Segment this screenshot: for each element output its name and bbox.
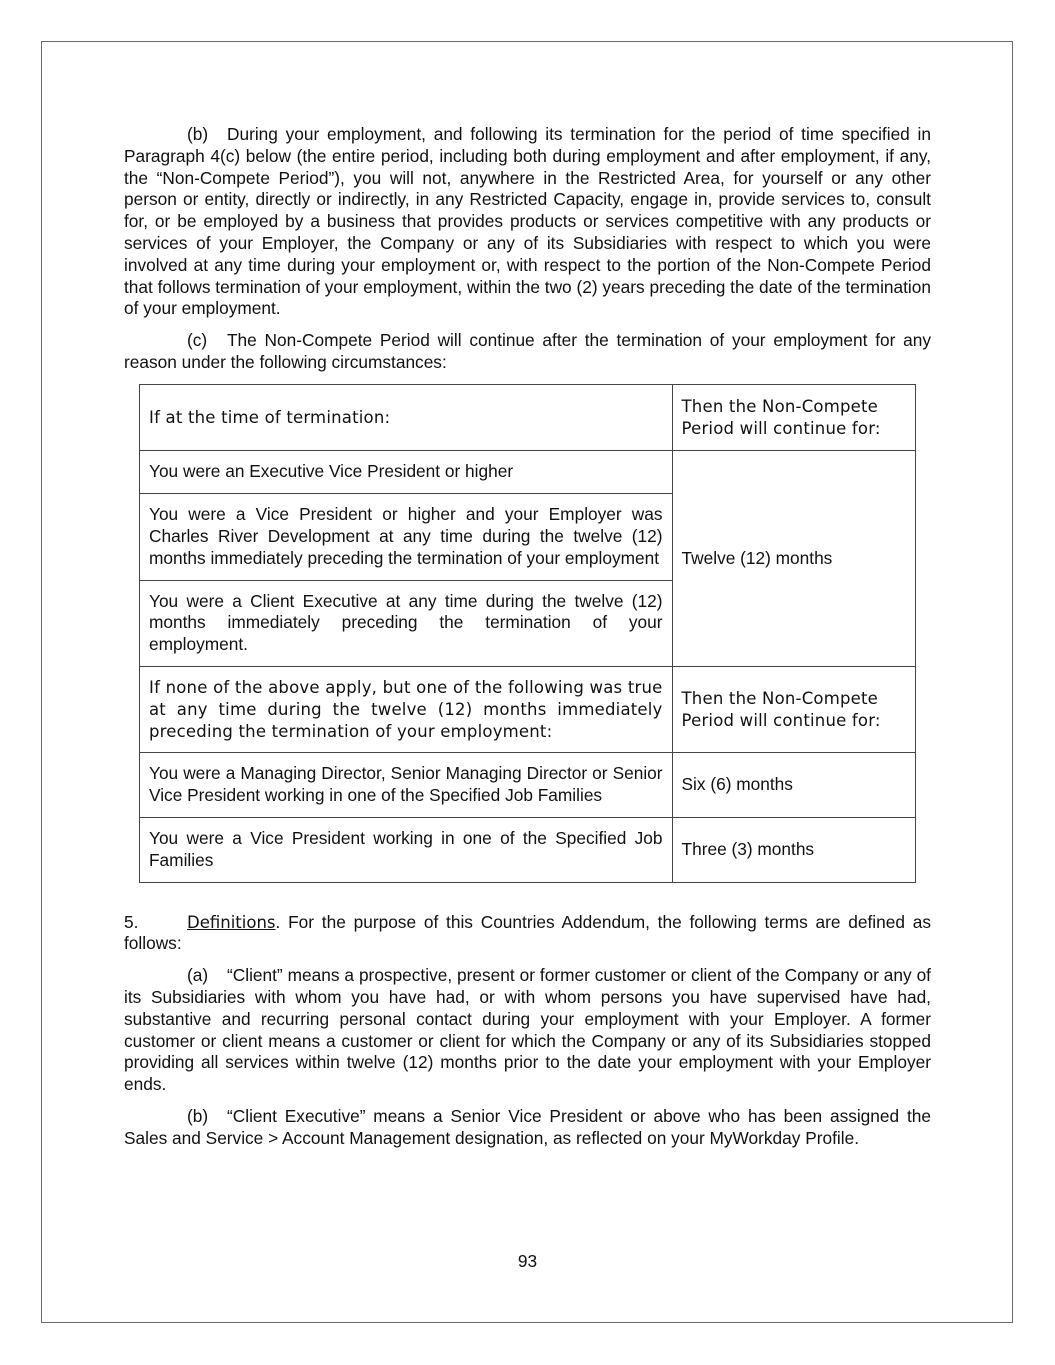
table-subheader-row: [140, 666, 916, 752]
paragraph-4b-label: (b): [187, 124, 209, 144]
table-row: [140, 817, 916, 882]
table-row: [140, 753, 916, 818]
section-5-heading-paragraph: [124, 912, 931, 956]
page-number: 93: [517, 1251, 538, 1271]
table-header-row: [140, 384, 916, 451]
period-three-months-cell: Three (3) months: [672, 817, 915, 882]
paragraph-4c: [124, 330, 931, 374]
non-compete-table: [139, 384, 916, 883]
subheader-period-cell: Then the Non-Compete Period will continue for:: [672, 666, 915, 752]
period-six-months-cell: Six (6) months: [672, 753, 915, 818]
paragraph-4b: [124, 124, 931, 320]
definition-a-text: “Client” means a prospective, present or former customer or client of the Company or any of its Subsidiaries with whom you have had, or with whom persons you have supervised have had, substantive and recurring personal contact during your employment with your Employer. A former customer or client means a customer or client for which the Company or any of its Subsidiaries stopped providing all services within twelve (12) months prior to the date your employment with your Employer ends.: [124, 965, 931, 1095]
header-condition-cell: If at the time of termination:: [140, 384, 673, 451]
condition-vp-cell: You were a Vice President working in one of the Specified Job Families: [140, 817, 673, 882]
table-row: [140, 451, 916, 494]
document-body: [124, 124, 931, 1149]
definition-a-label: (a): [187, 965, 209, 986]
definition-b: [124, 1106, 931, 1150]
definition-b-text: “Client Executive” means a Senior Vice President or above who has been assigned the Sales and Service > Account Management designation, as reflected on your MyWorkday Profile.: [124, 1105, 931, 1148]
paragraph-4c-text: The Non-Compete Period will continue after the termination of your employment for any reason under the following circumstances:: [124, 330, 931, 372]
definition-b-label: (b): [187, 1105, 209, 1126]
section-5-intro: . For the purpose of this Countries Addendum, the following terms are defined as follows:: [124, 911, 931, 954]
condition-vp-crd-cell: You were a Vice President or higher and your Employer was Charles River Development at any time during the twelve (12) months immediately preceding the termination of your employment: [140, 494, 673, 580]
paragraph-4b-text: During your employment, and following its termination for the period of time specified in Paragraph 4(c) below (the entire period, including both during employment and after employment, if any, the “Non-Compete Period”), you will not, anywhere in the Restricted Area, for yourself or any other person or entity, directly or indirectly, in any Restricted Capacity, engage in, provide services to, consult for, or be employed by a business that provides products or services competitive with any products or services of your Employer, the Company or any of its Subsidiaries with respect to which you were involved at any time during your employment or, with respect to the portion of the Non-Compete Period that follows termination of your employment, within the two (2) years preceding the date of the termination of your employment.: [124, 124, 931, 319]
period-twelve-months-cell: Twelve (12) months: [672, 451, 915, 667]
section-5-heading: Definitions: [187, 912, 276, 932]
condition-md-cell: You were a Managing Director, Senior Managing Director or Senior Vice President working in one of the Specified Job Families: [140, 753, 673, 818]
section-5-number: 5.: [124, 911, 139, 932]
paragraph-4c-label: (c): [187, 330, 208, 351]
subheader-condition-cell: If none of the above apply, but one of the following was true at any time during the twelve (12) months immediately preceding the termination of your employment:: [140, 666, 673, 752]
condition-evp-cell: You were an Executive Vice President or higher: [140, 451, 673, 494]
header-period-cell: Then the Non-Compete Period will continue for:: [672, 384, 915, 451]
condition-client-exec-cell: You were a Client Executive at any time during the twelve (12) months immediately preceding the termination of your employment.: [140, 580, 673, 666]
definition-a: [124, 965, 931, 1096]
